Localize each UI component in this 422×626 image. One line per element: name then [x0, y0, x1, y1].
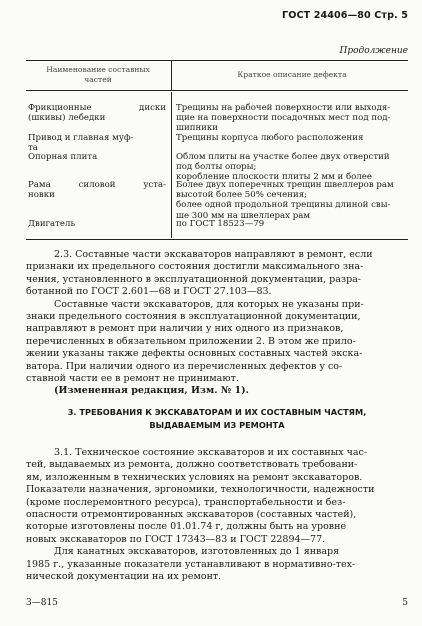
table-row: Двигатель: [28, 219, 76, 229]
footer-print-code: 3—815: [26, 598, 58, 608]
paragraph: 3.1. Техническое состояние экскаваторов и их составных час- тей, выдаваемых из ремонта, должно соответствовать требовани- ям, изложенным в технических условиях на ремонт экскаваторов. Показатели назначения, эргономики, технологичности, надежности (кроме послеремонтного ресурса), транспортабельности и без- опасности отремонтированных экскаваторов (составных частей), которые изготовлены после 01.01.74 г, должны быть на уровне новых экскаваторов по ГОСТ 17343—83 и ГОСТ 22894—77.: [26, 447, 375, 545]
paragraph: Составные части экскаваторов, для которых не указаны при- знаки предельного состояния в эксплуатационной документации, направляют в ремонт при наличии у них одного из признаков, перечисленных в обязательном приложении 2. В этом же прило- жении указаны также дефекты основных составных частей экска- ватора. При наличии одного из перечисленных дефектов у со- ставной части ее в ремонт не принимают.: [26, 298, 364, 385]
page-header: ГОСТ 24406—80 Стр. 5: [282, 10, 408, 21]
table-row-description: Облом плиты на участке более двух отверстий под болты опоры; коробление плоскости плиты 2 мм и более: [176, 152, 390, 183]
table-row-description: Трещины корпуса любого расположения: [176, 133, 364, 143]
table-row-description: Трещины на рабочей поверхности или выходя- щие на поверхности посадочных мест под под- шипники: [176, 103, 391, 134]
table-row: Привод и главная муф- та: [28, 133, 134, 154]
table-row: Опорная плита: [28, 152, 98, 162]
table-bottom-rule: [26, 239, 408, 240]
table-header-left: Наименование составных частей: [46, 65, 150, 84]
paragraph: 2.3. Составные части экскаваторов направляют в ремонт, если признаки их предельного состояния достигли максимального зна- чения, установленного в эксплуатационной документации, разра- ботанной по ГОСТ 2.601—68 и ГОСТ 27.103—83.: [26, 249, 373, 298]
section-2-3: [26, 249, 408, 398]
table-header-rule: [26, 90, 408, 91]
table-top-rule: [26, 60, 408, 61]
continuation-label: Продолжение: [339, 46, 408, 56]
table-row-description: по ГОСТ 18523—79: [176, 219, 265, 229]
table-row: Рама силовой уста- новки: [28, 180, 166, 201]
amendment-note: (Измененная редакция, Изм. № 1).: [54, 385, 249, 397]
table-header-right: Краткое описание дефекта: [237, 70, 347, 79]
table-column-divider: [171, 92, 172, 238]
section-3-1: [26, 447, 408, 583]
paragraph: Для канатных экскаваторов, изготовленных до 1 января 1985 г., указанные показатели устанавливают в нормативно-тех- нической документации на их ремонт.: [26, 546, 356, 583]
table-row: Фрикционные диски (шкивы) лебедки: [28, 103, 166, 124]
page-number: 5: [402, 598, 408, 608]
table-header-divider: [171, 60, 172, 90]
table-row-description: Более двух поперечных трещин швеллеров рам высотой более 50% сечения; более одной продольной трещины длиной свы- ше 300 мм на швеллерах рам: [176, 180, 394, 221]
section-3-title: 3. ТРЕБОВАНИЯ К ЭКСКАВАТОРАМ И ИХ СОСТАВНЫМ ЧАСТЯМ, ВЫДАВАЕМЫМ ИЗ РЕМОНТА: [67, 407, 367, 430]
